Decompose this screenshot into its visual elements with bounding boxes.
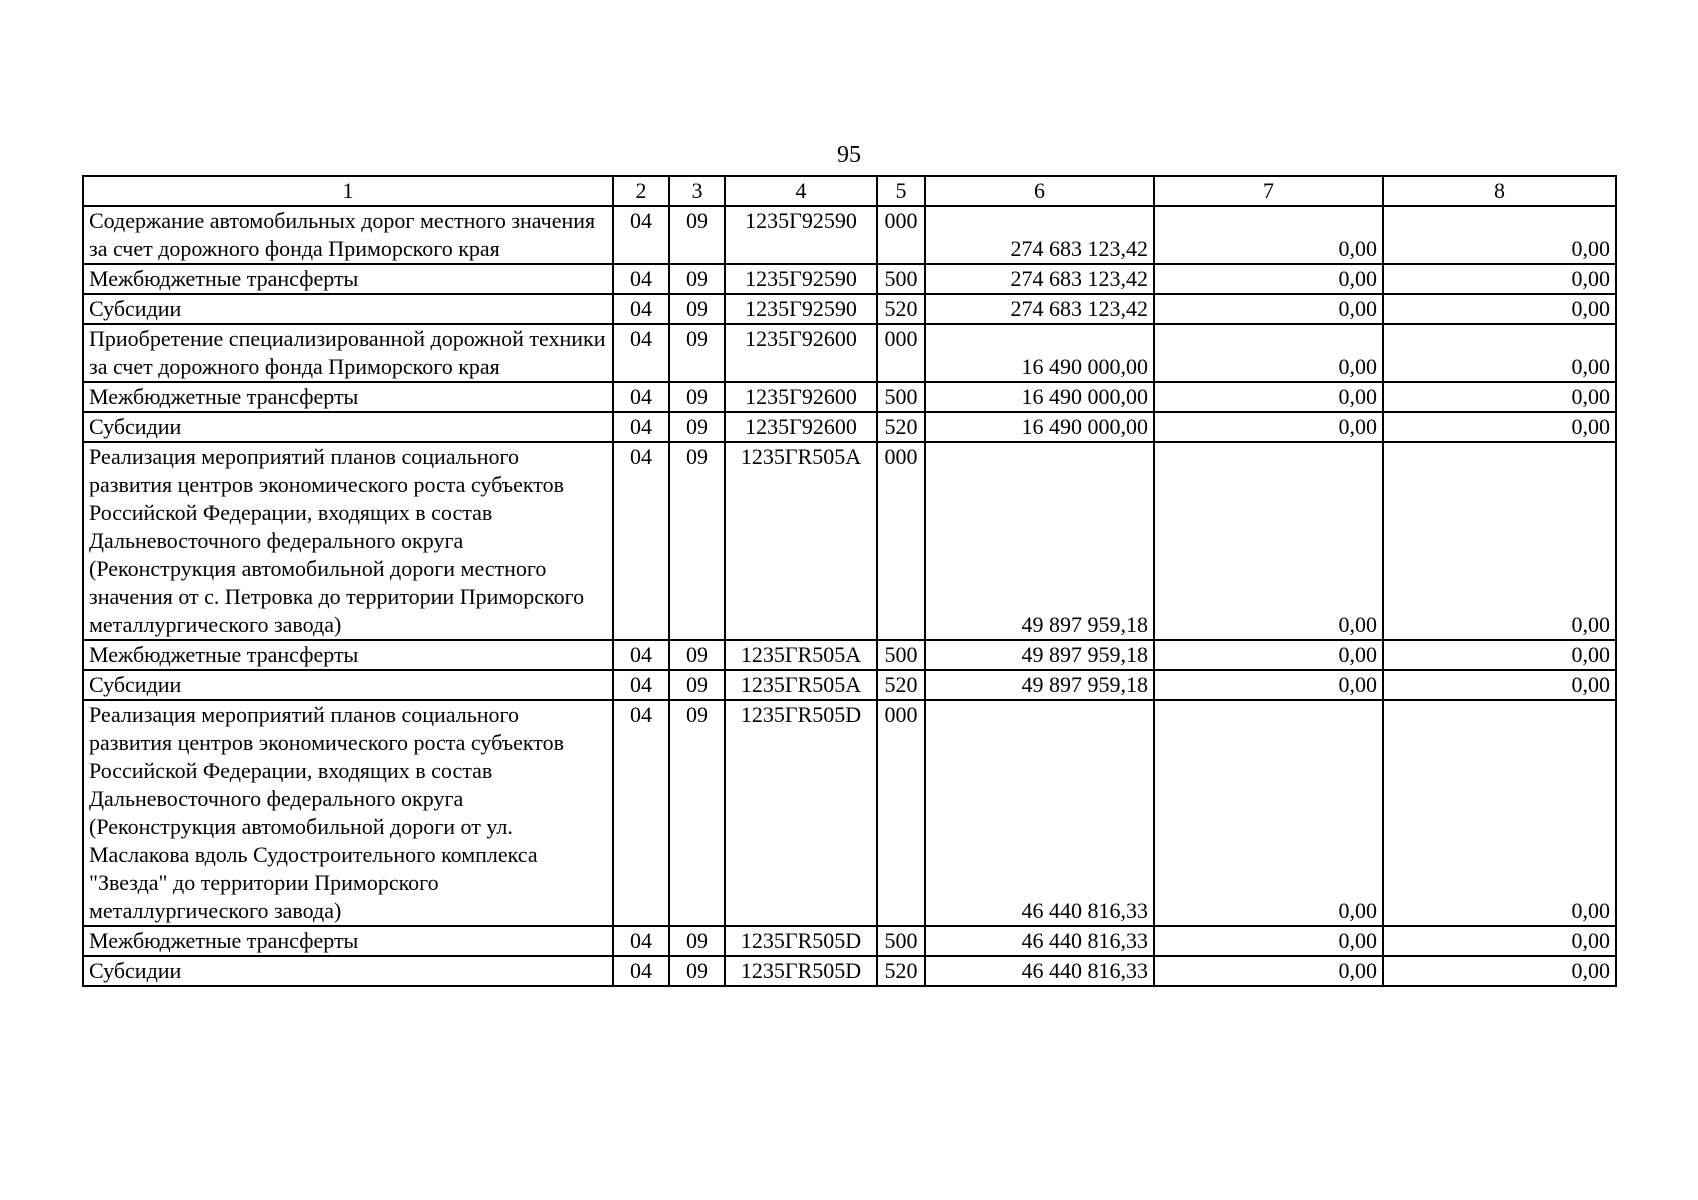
subsection-code-cell: 09 [669,382,725,412]
subsection-code-cell: 09 [669,640,725,670]
table-row [83,382,1616,412]
subsection-code-cell: 09 [669,206,725,264]
expense-type-cell: 500 [877,264,925,294]
target-article-cell: 1235Г92590 [725,206,877,264]
target-article-cell: 1235Г92590 [725,264,877,294]
amount-col6-cell: 16 490 000,00 [925,412,1154,442]
target-article-cell: 1235ГR505A [725,670,877,700]
column-header: 6 [925,176,1154,206]
amount-col7-cell: 0,00 [1154,412,1383,442]
expense-type-cell: 000 [877,206,925,264]
target-article-cell: 1235ГR505A [725,640,877,670]
expense-type-cell: 520 [877,670,925,700]
subsection-code-cell: 09 [669,926,725,956]
subsection-code-cell: 09 [669,264,725,294]
table-row [83,926,1616,956]
amount-col8-cell: 0,00 [1383,956,1616,986]
amount-col8-cell: 0,00 [1383,926,1616,956]
table-row [83,640,1616,670]
section-code-cell: 04 [613,382,669,412]
amount-col8-cell: 0,00 [1383,670,1616,700]
section-code-cell: 04 [613,412,669,442]
table-row [83,956,1616,986]
target-article-cell: 1235ГR505D [725,926,877,956]
table-row [83,670,1616,700]
section-code-cell: 04 [613,264,669,294]
target-article-cell: 1235ГR505A [725,442,877,640]
row-name-cell: Межбюджетные трансферты [83,926,613,956]
target-article-cell: 1235Г92600 [725,412,877,442]
subsection-code-cell: 09 [669,956,725,986]
amount-col7-cell: 0,00 [1154,294,1383,324]
expense-type-cell: 520 [877,956,925,986]
subsection-code-cell: 09 [669,412,725,442]
target-article-cell: 1235ГR505D [725,700,877,926]
expense-type-cell: 520 [877,412,925,442]
amount-col6-cell: 274 683 123,42 [925,206,1154,264]
budget-table [82,175,1617,987]
amount-col7-cell: 0,00 [1154,324,1383,382]
amount-col7-cell: 0,00 [1154,442,1383,640]
row-name-cell: Межбюджетные трансферты [83,640,613,670]
expense-type-cell: 000 [877,324,925,382]
amount-col8-cell: 0,00 [1383,324,1616,382]
column-header: 5 [877,176,925,206]
amount-col7-cell: 0,00 [1154,640,1383,670]
expense-type-cell: 500 [877,926,925,956]
amount-col8-cell: 0,00 [1383,382,1616,412]
section-code-cell: 04 [613,206,669,264]
table-row [83,206,1616,264]
row-name-cell: Межбюджетные трансферты [83,382,613,412]
expense-type-cell: 500 [877,382,925,412]
amount-col6-cell: 46 440 816,33 [925,926,1154,956]
table-row [83,264,1616,294]
section-code-cell: 04 [613,324,669,382]
row-name-cell: Субсидии [83,412,613,442]
section-code-cell: 04 [613,294,669,324]
amount-col8-cell: 0,00 [1383,442,1616,640]
amount-col6-cell: 16 490 000,00 [925,382,1154,412]
subsection-code-cell: 09 [669,294,725,324]
column-header: 3 [669,176,725,206]
amount-col8-cell: 0,00 [1383,294,1616,324]
amount-col8-cell: 0,00 [1383,700,1616,926]
amount-col7-cell: 0,00 [1154,956,1383,986]
amount-col6-cell: 49 897 959,18 [925,670,1154,700]
expense-type-cell: 520 [877,294,925,324]
column-header: 8 [1383,176,1616,206]
row-name-cell: Реализация мероприятий планов социального развития центров экономического роста субъектов Российской Федерации, входящих в состав Дальневосточного федерального округа (Реконструкция автомобильной дороги от ул. Маслакова вдоль Судостроительного комплекса "Звезда" до территории Приморского металлургического завода) [83,700,613,926]
row-name-cell: Субсидии [83,670,613,700]
amount-col6-cell: 274 683 123,42 [925,264,1154,294]
amount-col6-cell: 49 897 959,18 [925,640,1154,670]
section-code-cell: 04 [613,700,669,926]
target-article-cell: 1235Г92600 [725,324,877,382]
amount-col6-cell: 49 897 959,18 [925,442,1154,640]
page-number: 95 [837,142,861,168]
column-header: 2 [613,176,669,206]
row-name-cell: Субсидии [83,294,613,324]
column-header: 4 [725,176,877,206]
section-code-cell: 04 [613,670,669,700]
target-article-cell: 1235Г92600 [725,382,877,412]
amount-col8-cell: 0,00 [1383,264,1616,294]
section-code-cell: 04 [613,926,669,956]
row-name-cell: Содержание автомобильных дорог местного значения за счет дорожного фонда Приморского края [83,206,613,264]
row-name-cell: Приобретение специализированной дорожной техники за счет дорожного фонда Приморского края [83,324,613,382]
amount-col7-cell: 0,00 [1154,206,1383,264]
section-code-cell: 04 [613,640,669,670]
amount-col6-cell: 46 440 816,33 [925,700,1154,926]
amount-col7-cell: 0,00 [1154,926,1383,956]
row-name-cell: Реализация мероприятий планов социального развития центров экономического роста субъектов Российской Федерации, входящих в состав Дальневосточного федерального округа (Реконструкция автомобильной дороги местного значения от с. Петровка до территории Приморского металлургического завода) [83,442,613,640]
amount-col7-cell: 0,00 [1154,382,1383,412]
column-header: 7 [1154,176,1383,206]
amount-col6-cell: 274 683 123,42 [925,294,1154,324]
subsection-code-cell: 09 [669,700,725,926]
column-header: 1 [83,176,613,206]
section-code-cell: 04 [613,956,669,986]
amount-col6-cell: 46 440 816,33 [925,956,1154,986]
subsection-code-cell: 09 [669,442,725,640]
header-row [83,176,1616,206]
expense-type-cell: 000 [877,442,925,640]
row-name-cell: Субсидии [83,956,613,986]
expense-type-cell: 500 [877,640,925,670]
amount-col8-cell: 0,00 [1383,206,1616,264]
section-code-cell: 04 [613,442,669,640]
subsection-code-cell: 09 [669,324,725,382]
amount-col7-cell: 0,00 [1154,264,1383,294]
table-row [83,700,1616,926]
table-row [83,412,1616,442]
table-row [83,294,1616,324]
table-row [83,442,1616,640]
target-article-cell: 1235ГR505D [725,956,877,986]
subsection-code-cell: 09 [669,670,725,700]
amount-col7-cell: 0,00 [1154,670,1383,700]
table-row [83,324,1616,382]
amount-col8-cell: 0,00 [1383,412,1616,442]
expense-type-cell: 000 [877,700,925,926]
amount-col8-cell: 0,00 [1383,640,1616,670]
row-name-cell: Межбюджетные трансферты [83,264,613,294]
amount-col7-cell: 0,00 [1154,700,1383,926]
amount-col6-cell: 16 490 000,00 [925,324,1154,382]
target-article-cell: 1235Г92590 [725,294,877,324]
